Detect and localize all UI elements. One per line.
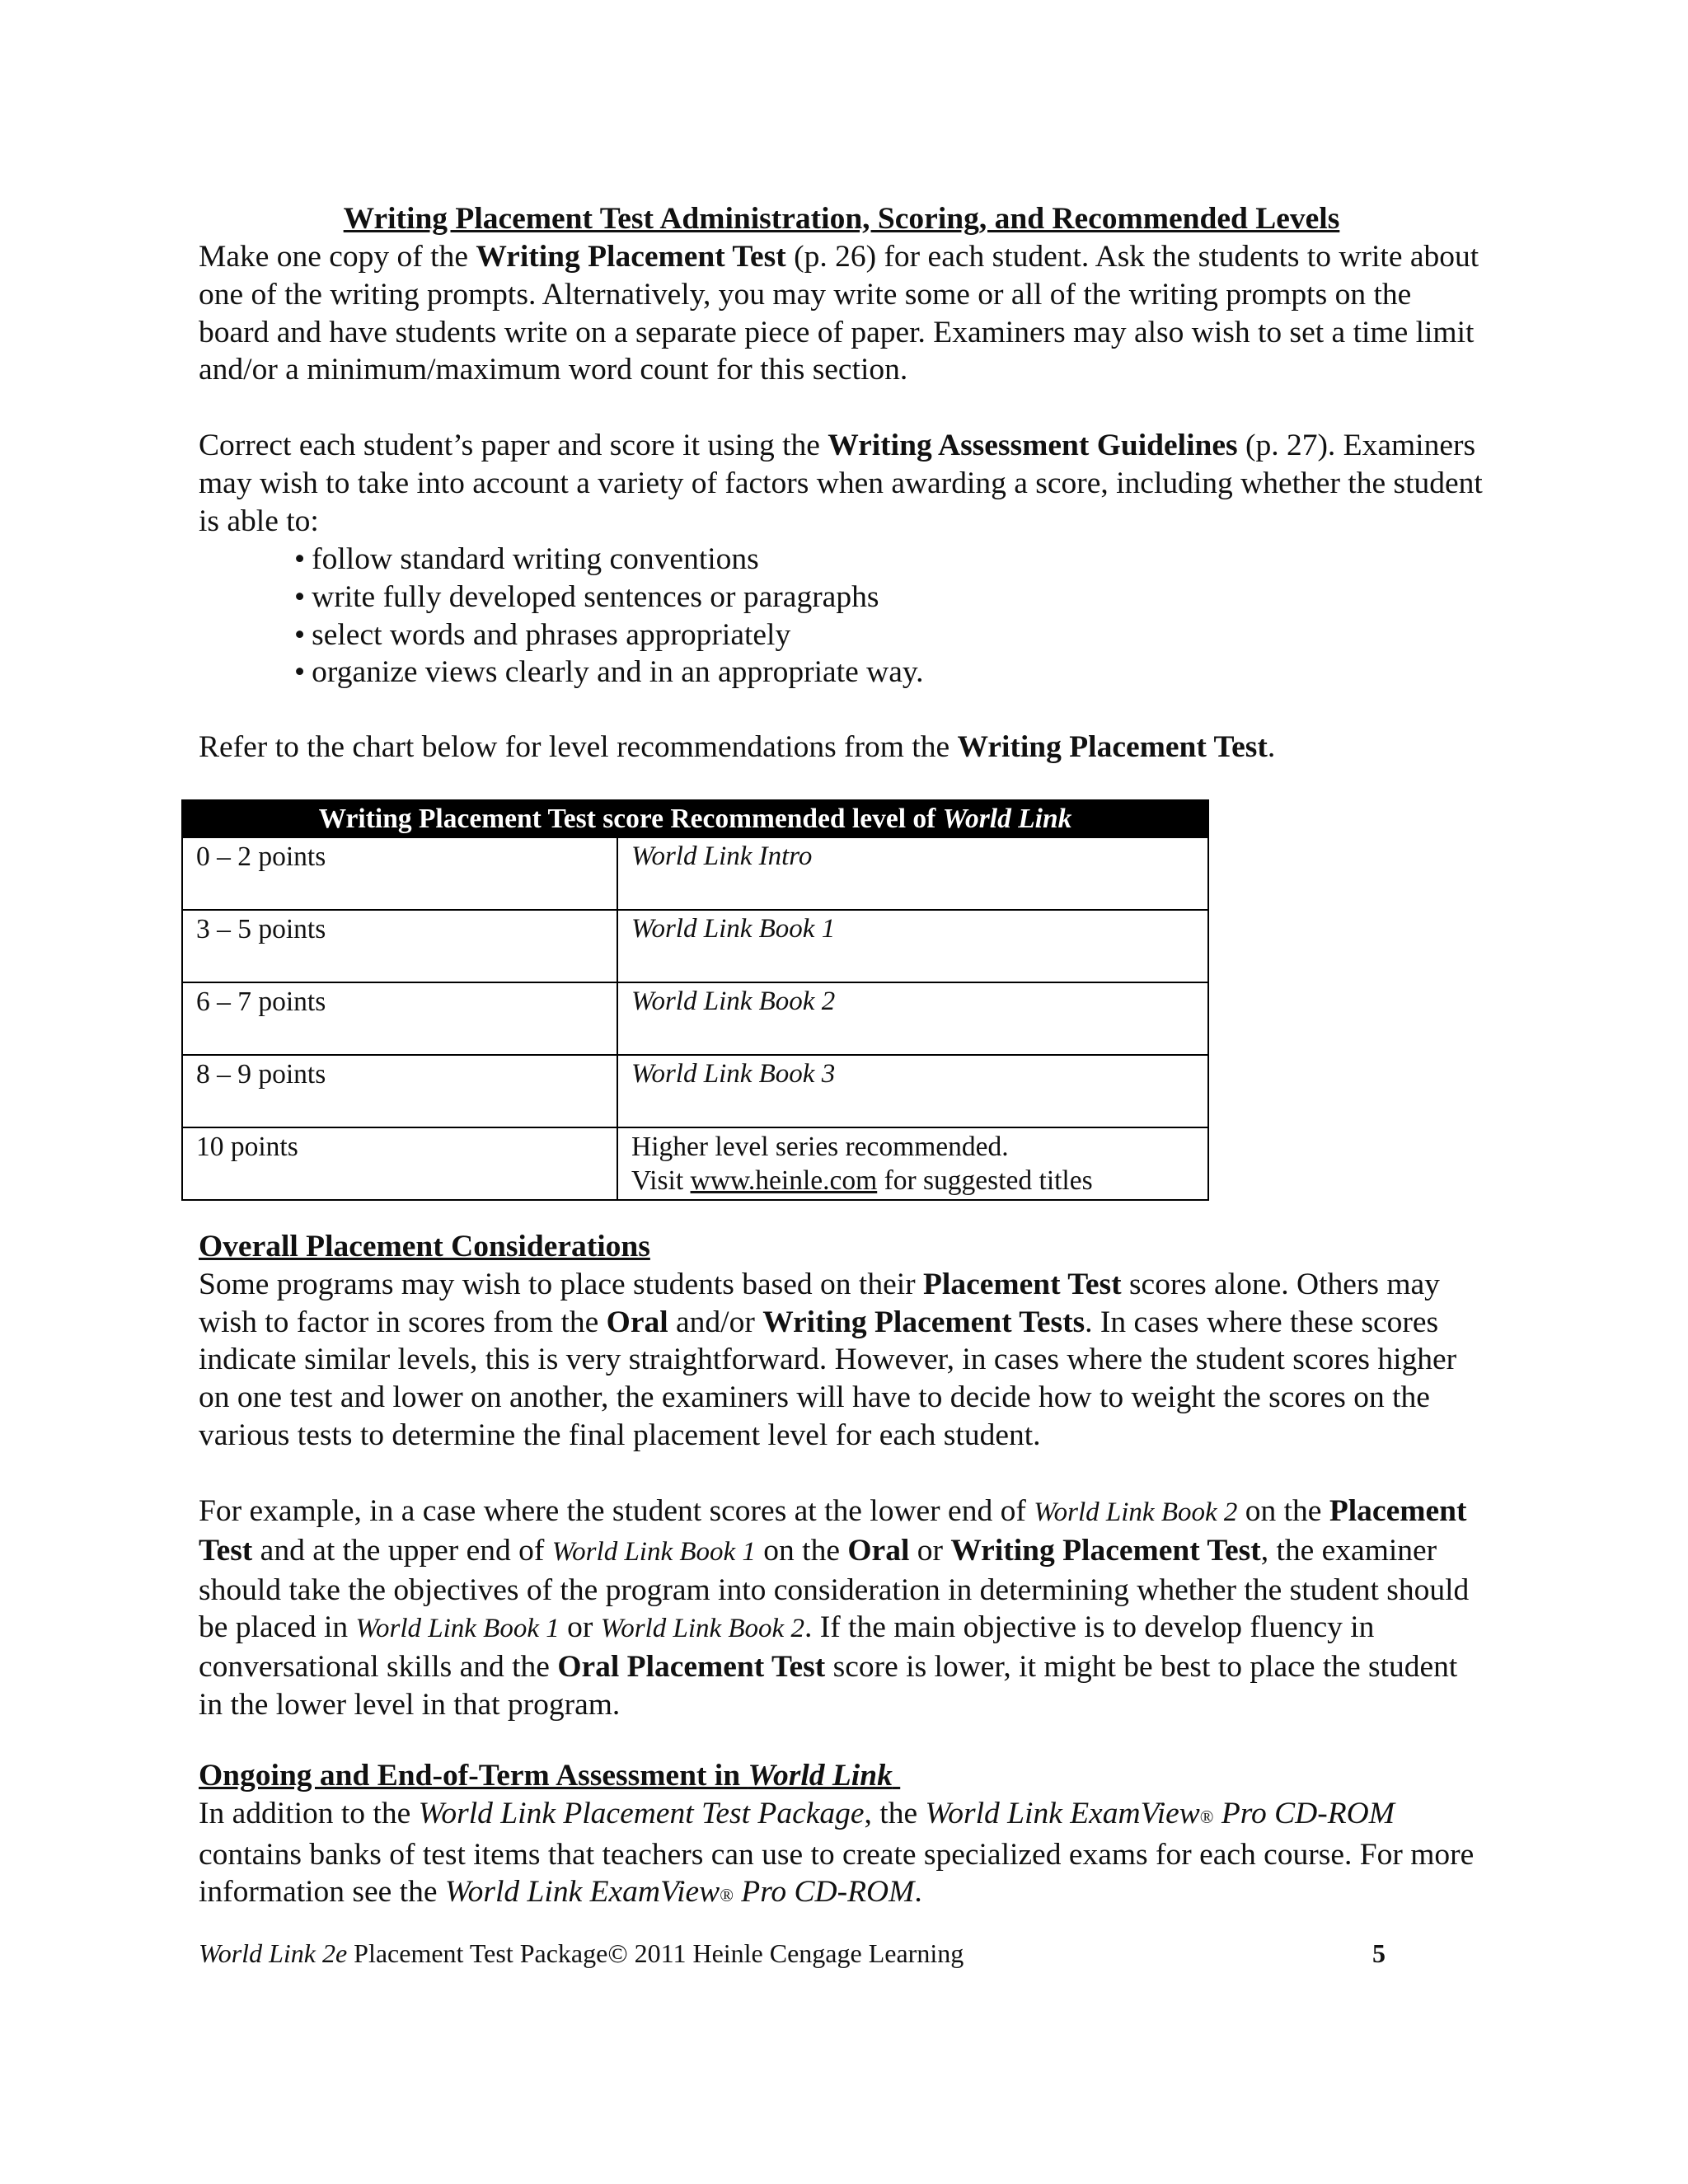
- ongoing-italic: World Link ExamView: [925, 1796, 1200, 1830]
- example-text-rest: score is lower, it might be best to place the student in the lower level in that program.: [199, 1650, 1458, 1722]
- example-text: and at the upper end of: [252, 1533, 552, 1568]
- ongoing-section: [199, 1757, 1484, 1915]
- overall-text: scores alone. Others may wish to factor in scores from the: [199, 1267, 1440, 1339]
- ongoing-text: In addition to the: [199, 1796, 419, 1830]
- example-bold: Placement Test: [199, 1494, 1467, 1568]
- overall-bold-writing-tests: Writing Placement Tests: [762, 1305, 1085, 1339]
- overall-text-rest: . In cases where these scores indicate similar levels, this is very straightforward. However, in cases where the student scores higher on one test and lower on another, the examiners will have to decide how to weight the scores on the various tests to determine the final placement level for each student.: [199, 1305, 1457, 1452]
- ongoing-text: , the: [864, 1796, 926, 1830]
- level-recommendation-table: [181, 799, 1209, 1201]
- table-row: [182, 837, 1208, 910]
- level-cell: World Link Book 2: [617, 982, 1208, 1055]
- table-row: [182, 982, 1208, 1055]
- overall-text: and/or: [668, 1305, 763, 1339]
- higher-level-note: Higher level series recommended.: [631, 1132, 1009, 1162]
- header-level-label: Recommended level of: [670, 804, 943, 834]
- example-text: , the examiner should take the objectives of the program into consideration in determining whether the student should be placed in: [199, 1533, 1470, 1645]
- ongoing-text: contains banks of test items that teachers can use to create specialized exams for each course. For more information see the: [199, 1837, 1475, 1910]
- intro-text: Make one copy of the: [199, 240, 476, 274]
- refer-bold-test-name: Writing Placement Test: [957, 730, 1268, 764]
- score-cell: 10 points: [182, 1127, 617, 1200]
- header-score-label: Writing Placement Test score: [318, 804, 664, 834]
- refer-text: Refer to the chart below for level recommendations from the: [199, 730, 958, 764]
- registered-mark: ®: [1199, 1806, 1214, 1827]
- registered-mark: ®: [720, 1885, 734, 1906]
- ongoing-italic: World Link ExamView: [444, 1875, 720, 1910]
- table-header-row: [182, 800, 1208, 837]
- overall-section: [199, 1228, 1484, 1455]
- overall-heading: Overall Placement Considerations: [199, 1230, 650, 1263]
- example-paragraph: [199, 1493, 1484, 1724]
- page-title: Writing Placement Test Administration, Scoring, and Recommended Levels: [343, 202, 1340, 236]
- visit-text-rest: for suggested titles: [877, 1165, 1093, 1196]
- list-item: • follow standard writing conventions: [294, 541, 924, 579]
- ongoing-italic: Pro CD-ROM: [733, 1875, 915, 1910]
- example-text: For example, in a case where the student scores at the lower end of: [199, 1494, 1034, 1528]
- ongoing-heading-text: Ongoing and End-of-Term Assessment in: [199, 1759, 748, 1793]
- scoring-paragraph: [199, 427, 1484, 540]
- table-header: [182, 800, 1208, 837]
- example-italic-book: World Link Book 1: [355, 1614, 560, 1644]
- example-text: or: [909, 1533, 951, 1568]
- example-italic-book: World Link Book 2: [600, 1614, 804, 1644]
- overall-bold-placement-test: Placement Test: [923, 1267, 1122, 1301]
- ongoing-text-end: .: [914, 1875, 922, 1910]
- level-cell: World Link Book 3: [617, 1055, 1208, 1127]
- page-number: 5: [1372, 1938, 1386, 1968]
- level-cell: [617, 1127, 1208, 1200]
- example-italic-book: World Link Book 2: [1034, 1497, 1238, 1527]
- example-text: on the: [755, 1533, 848, 1568]
- visit-text: Visit: [631, 1165, 691, 1196]
- example-bold: Writing Placement Test: [950, 1533, 1261, 1568]
- list-item: • write fully developed sentences or paragraphs: [294, 579, 924, 616]
- example-italic-book: World Link Book 1: [551, 1536, 756, 1567]
- example-bold: Oral: [847, 1533, 910, 1568]
- scoring-text: Correct each student’s paper and score it using the: [199, 429, 828, 462]
- footer-italic-title: World Link 2e: [199, 1938, 348, 1968]
- table-row: [182, 910, 1208, 982]
- example-text: on the: [1237, 1494, 1329, 1528]
- ongoing-italic: World Link Placement Test Package: [418, 1796, 865, 1830]
- level-cell: World Link Intro: [617, 837, 1208, 910]
- score-cell: 3 – 5 points: [182, 910, 617, 982]
- refer-text-end: .: [1267, 730, 1276, 764]
- intro-paragraph: [199, 238, 1484, 389]
- footer-text: Placement Test Package© 2011 Heinle Cengage Learning: [347, 1938, 964, 1968]
- scoring-bold-guidelines: Writing Assessment Guidelines: [828, 429, 1238, 462]
- ongoing-heading-series: World Link: [748, 1759, 893, 1793]
- overall-bold-oral: Oral: [606, 1305, 668, 1339]
- overall-text: Some programs may wish to place students based on their: [199, 1267, 923, 1301]
- heinle-link[interactable]: www.heinle.com: [690, 1165, 878, 1196]
- example-text: or: [559, 1610, 601, 1645]
- list-item: • organize views clearly and in an appropriate way.: [294, 654, 924, 691]
- visit-line: [631, 1164, 1194, 1197]
- page-footer: [199, 1937, 1386, 1970]
- example-text: . If the main objective is to develop fluency in conversational skills and the: [199, 1610, 1375, 1685]
- table-row: [182, 1127, 1208, 1200]
- intro-text-rest: (p. 26) for each student. Ask the students to write about one of the writing prompts. Alternatively, you may write some or all of the writing prompts on the board and have students write on a separate piece of paper. Examiners may also wish to set a time limit and/or a minimum/maximum word count for this section.: [199, 240, 1479, 387]
- score-cell: 0 – 2 points: [182, 837, 617, 910]
- scoring-text-rest: (p. 27). Examiners may wish to take into account a variety of factors when awarding a score, including whether the student is able to:: [199, 429, 1483, 538]
- criteria-list: [294, 541, 924, 691]
- list-item: • select words and phrases appropriately: [294, 616, 924, 654]
- ongoing-heading: [199, 1759, 900, 1793]
- score-cell: 8 – 9 points: [182, 1055, 617, 1127]
- header-level-series: World Link: [942, 804, 1072, 834]
- level-cell: World Link Book 1: [617, 910, 1208, 982]
- table-row: [182, 1055, 1208, 1127]
- refer-paragraph: [199, 729, 1484, 766]
- ongoing-italic: Pro CD-ROM: [1213, 1796, 1395, 1830]
- score-cell: 6 – 7 points: [182, 982, 617, 1055]
- intro-bold-test-name: Writing Placement Test: [476, 240, 786, 274]
- example-bold: Oral Placement Test: [557, 1650, 826, 1685]
